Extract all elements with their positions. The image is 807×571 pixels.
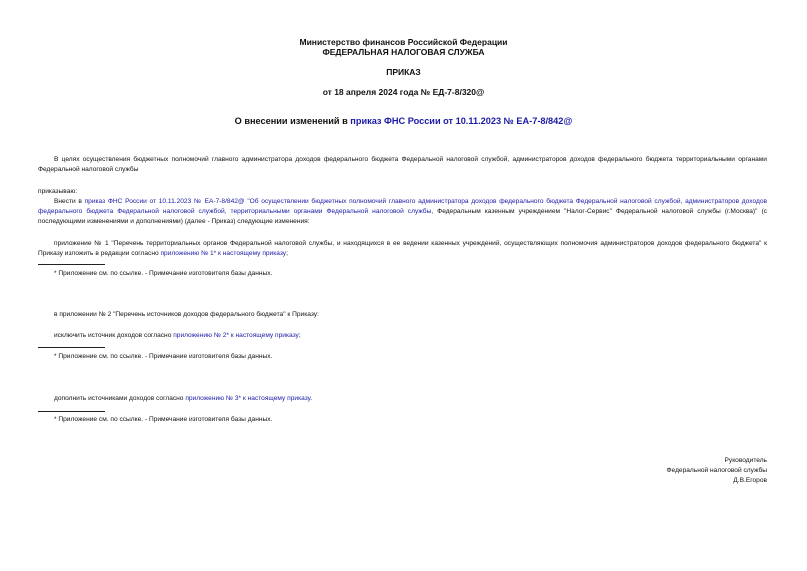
- title-prefix: О внесении изменений в: [234, 116, 351, 126]
- signature-name: Д.В.Егоров: [733, 477, 767, 484]
- preamble: В целях осуществления бюджетных полномочий главного администратора доходов федерального бюджета Федеральной налоговой службой, администраторов доходов федерального бюджета территориальными органами Федеральной налоговой службы: [38, 156, 767, 173]
- ministry-name: Министерство финансов Российской Федерации: [299, 37, 508, 47]
- appendix-1-text: приложение № 1 "Перечень территориальных органов Федеральной налоговой службы, и находящихся в ее ведении казенных учреждений, осуществляющих полномочия администраторов доходов федерального бюджета" к Приказу изложить в редакции согласно: [38, 240, 767, 257]
- signature-org: Федеральной налоговой службы: [666, 467, 767, 474]
- exclude-end: ;: [298, 332, 301, 339]
- footnote-3: * Приложение см. по ссылке. - Примечание изготовителя базы данных.: [54, 416, 273, 423]
- main-clause-link-text[interactable]: "Об осуществлении бюджетных полномочий главного администратора доходов федерального бюджета Федеральной налоговой службой, администраторов доходов федерального бюджета Федеральной налоговой службой, территориальными органами Федеральной налоговой службы,: [38, 198, 767, 215]
- footnote-rule-3: [38, 411, 105, 412]
- appendix-2-intro: в приложении № 2 "Перечень источников доходов федерального бюджета" к Приказу:: [54, 311, 319, 318]
- appendix-1-clause: [38, 239, 767, 259]
- footnote-rule-1: [38, 264, 105, 265]
- appendix-1-end: ;: [286, 250, 288, 257]
- appendix-1-link[interactable]: приложению № 1* к настоящему приказу: [160, 250, 287, 257]
- signature-position: Руководитель: [724, 457, 767, 464]
- main-clause-rest: Федеральным казенным учреждением "Налог-Сервис" Федеральной налоговой службы (г.Москва)" (с последующими изменениями и дополнениями) (далее - Приказ) следующие изменения:: [38, 208, 767, 225]
- service-name: ФЕДЕРАЛЬНАЯ НАЛОГОВАЯ СЛУЖБА: [322, 47, 485, 57]
- exclude-clause: [54, 331, 301, 341]
- main-clause-prefix: Внести в: [54, 198, 85, 205]
- footnote-1: * Приложение см. по ссылке. - Примечание изготовителя базы данных.: [54, 270, 273, 277]
- order-word: приказываю:: [38, 188, 78, 195]
- appendix-2-link[interactable]: приложению № 2* к настоящему приказу: [173, 332, 299, 339]
- footnote-rule-2: [38, 347, 105, 348]
- doc-type: ПРИКАЗ: [386, 67, 421, 77]
- appendix-3-link[interactable]: приложению № 3* к настоящему приказу: [185, 395, 311, 402]
- doc-date-number: от 18 апреля 2024 года № ЕД-7-8/320@: [322, 87, 485, 97]
- page-title: [0, 116, 807, 126]
- title-order-link[interactable]: приказ ФНС России от 10.11.2023 № ЕА-7-8/842@: [350, 116, 573, 126]
- exclude-text: исключить источник доходов согласно: [54, 332, 174, 339]
- main-clause: [38, 197, 767, 227]
- footnote-2: * Приложение см. по ссылке. - Примечание изготовителя базы данных.: [54, 353, 273, 360]
- add-text: дополнить источниками доходов согласно: [54, 395, 186, 402]
- main-clause-order-link[interactable]: приказ ФНС России от 10.11.2023 № ЕА-7-8/842@: [84, 198, 245, 205]
- add-clause: [54, 394, 312, 404]
- add-end: .: [310, 395, 313, 402]
